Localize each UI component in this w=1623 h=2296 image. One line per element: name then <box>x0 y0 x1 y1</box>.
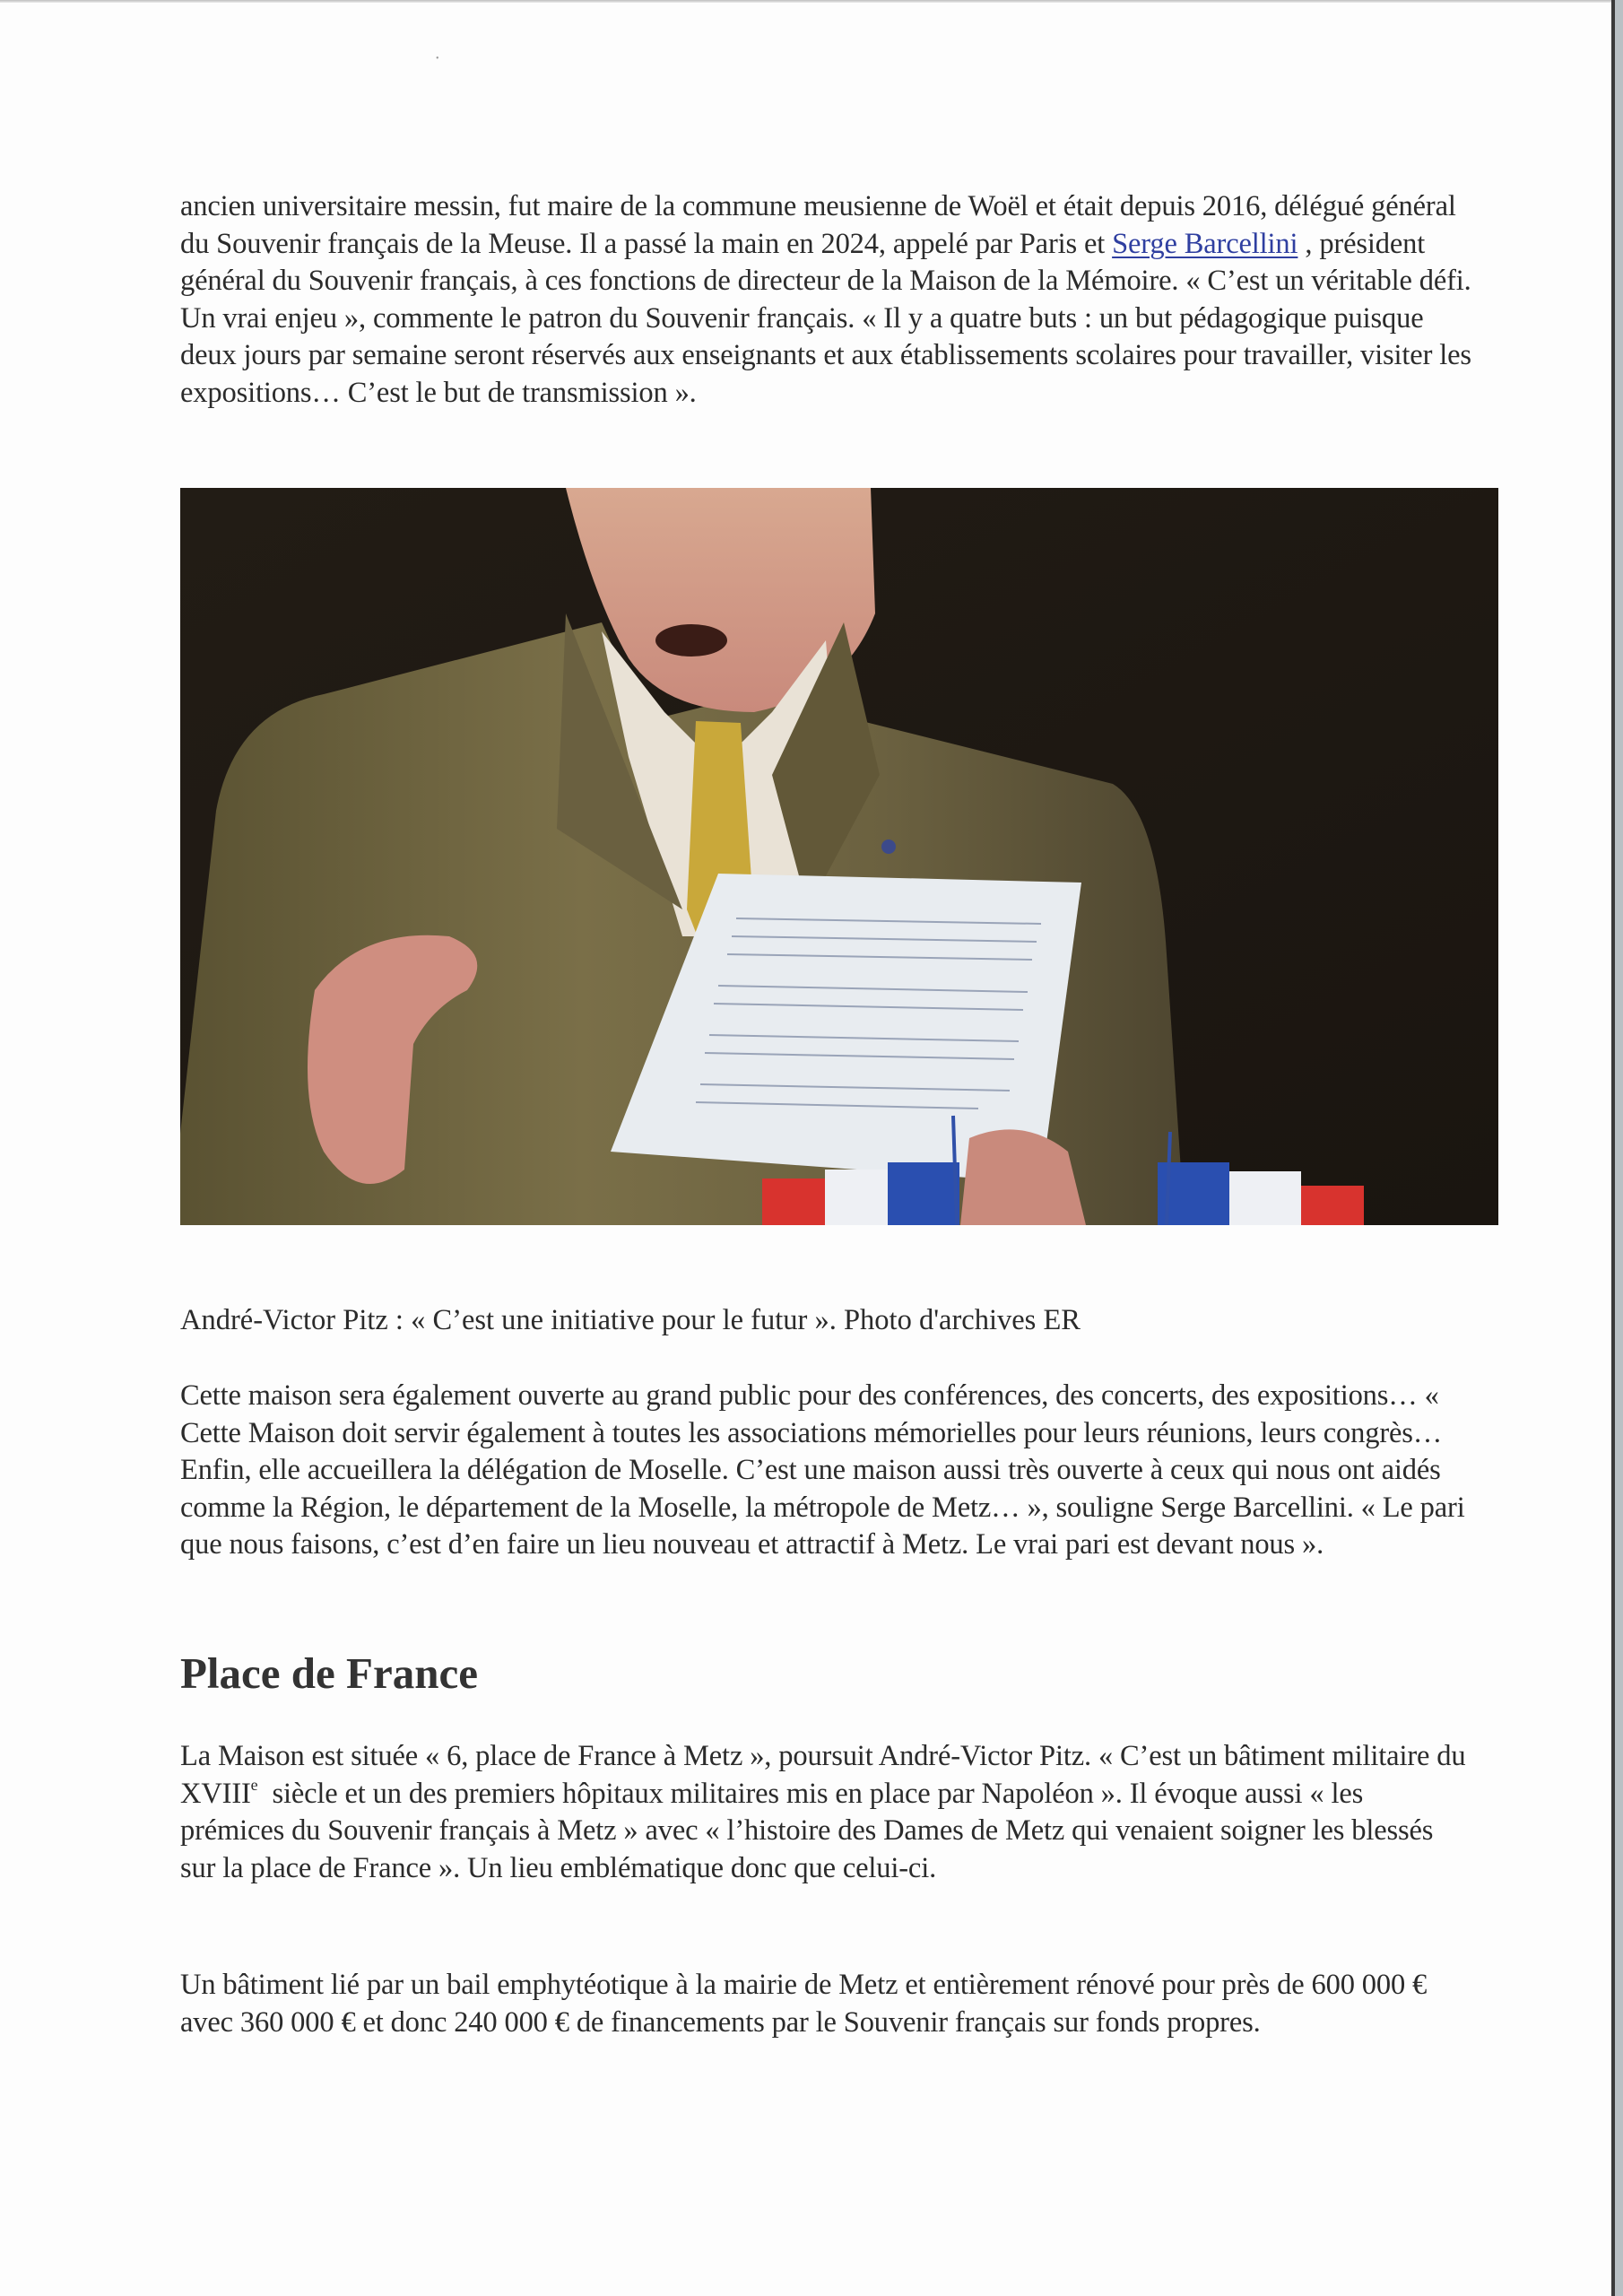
scan-speck-mark: • <box>436 54 439 64</box>
paragraph-4 <box>180 1967 1471 2041</box>
paragraph-1-before-link: ancien universitaire messin, fut maire de la commune meusienne de Woël et était depuis 2016, délégué général du Souvenir français de la Meuse. Il a passé la main en 2024, appelé par Paris et <box>180 190 1456 260</box>
paragraph-1-text <box>180 188 1471 413</box>
scan-top-edge <box>0 0 1612 3</box>
paragraph-3-after-sup: siècle et un des premiers hôpitaux militaires mis en place par Napoléon ». Il évoque aussi « les prémices du Souvenir français à Metz » avec « l’histoire des Dames de Metz qui venaient soigner les blessés sur la place de France ». Un lieu emblématique donc que celui-ci. <box>180 1777 1441 1884</box>
century-superscript: e <box>250 1775 258 1794</box>
paragraph-1-after-link: , président général du Souvenir français, à ces fonctions de directeur de la Maison de la Mémoire. « C’est un véritable défi. Un vrai enjeu », commente le patron du Souvenir français. « Il y a quatre buts : un but pédagogique puisque deux jours par semaine seront réservés aux enseignants et aux établissements scolaires pour travailler, visiter les expositions… C’est le but de transmission ». <box>180 227 1471 409</box>
article-photo <box>180 488 1498 1225</box>
lapel-pin <box>881 839 896 854</box>
serge-barcellini-link[interactable]: Serge Barcellini <box>1112 227 1298 260</box>
paragraph-3-before-sup: La Maison est située « 6, place de France à Metz », poursuit André-Victor Pitz. « C’est un bâtiment militaire du XVIII <box>180 1740 1466 1810</box>
paragraph-1 <box>180 188 1471 413</box>
paragraph-2-text: Cette maison sera également ouverte au grand public pour des conférences, des concerts, des expositions… « Cette Maison doit servir également à toutes les associations mémorielles pour leurs réunions, leurs congrès… Enfin, elle accueillera la délégation de Moselle. C’est une maison aussi très ouverte à ceux qui nous ont aidés comme la Région, le département de la Moselle, la métropole de Metz… », souligne Serge Barcellini. « Le pari que nous faisons, c’est d’en faire un lieu nouveau et attractif à Metz. Le vrai pari est devant nous ». <box>180 1379 1465 1561</box>
section-heading: Place de France <box>180 1648 478 1698</box>
paragraph-3 <box>180 1738 1471 1887</box>
paragraph-3-text <box>180 1738 1471 1887</box>
mouth-shape <box>655 624 727 657</box>
photo-caption: André-Victor Pitz : « C’est une initiative pour le futur ». Photo d'archives ER <box>180 1304 1081 1336</box>
paragraph-2 <box>180 1378 1471 1564</box>
scan-margin-strip <box>1615 0 1623 2296</box>
photo-illustration <box>180 488 1498 1225</box>
paragraph-4-text: Un bâtiment lié par un bail emphytéotique à la mairie de Metz et entièrement rénové pour près de 600 000 € avec 360 000 € et donc 240 000 € de financements par le Souvenir français sur fonds propres. <box>180 1969 1428 2039</box>
